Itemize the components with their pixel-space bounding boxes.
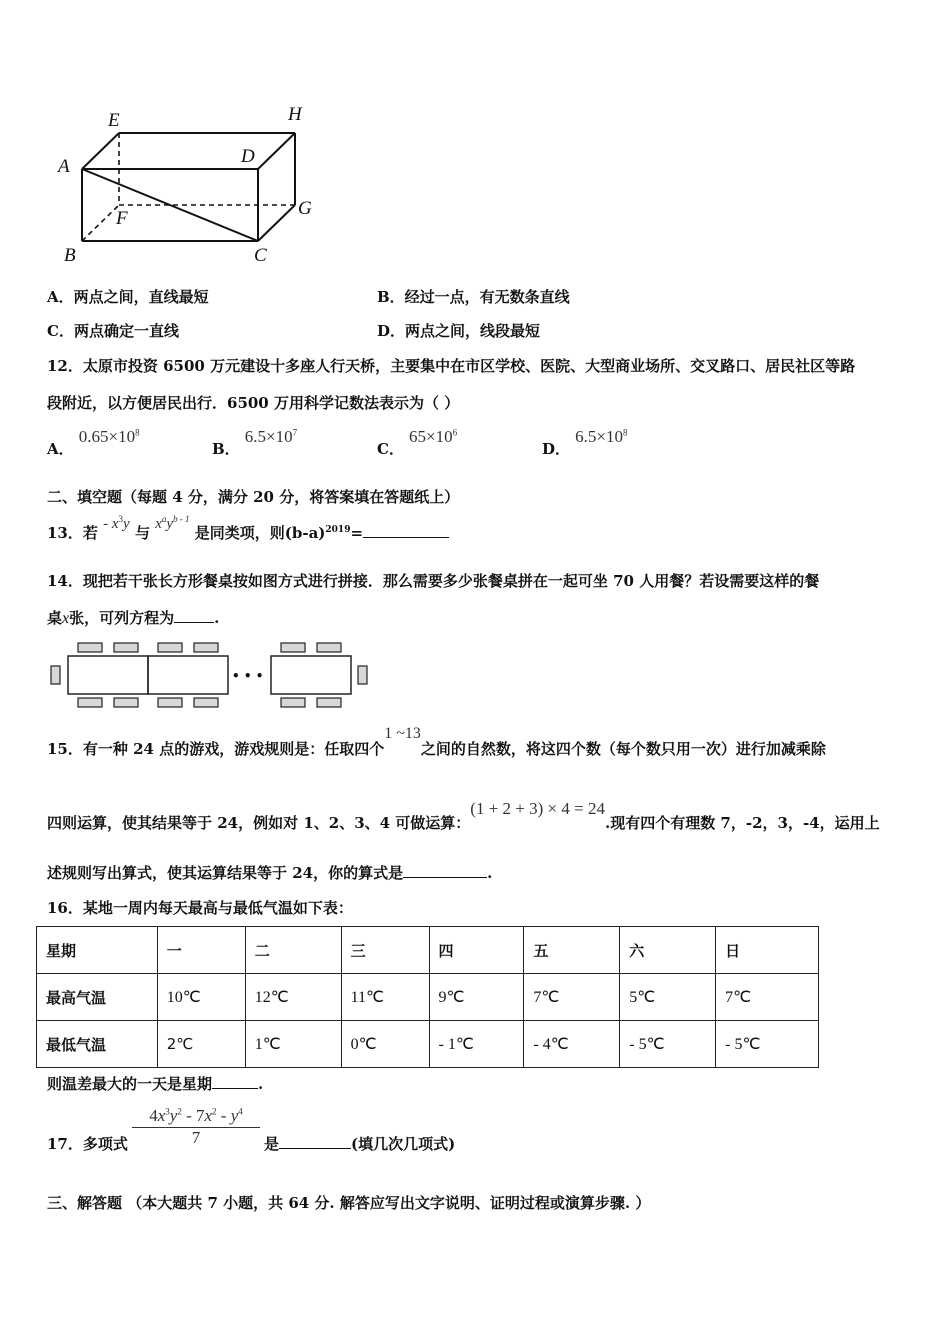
option-letter: C．: [377, 440, 404, 458]
q13-suffix: 是同类项，则(b-a): [194, 524, 326, 542]
q13-var: y: [166, 516, 174, 532]
q15-line1: [47, 722, 826, 758]
q13-exp: b - 1: [173, 514, 190, 524]
q17-suffix: [264, 1133, 455, 1154]
q15-text: 之间的自然数，将这四个数（每个数只用一次）进行加减乘除: [420, 740, 826, 758]
temperature-table: [36, 926, 819, 1068]
q13-prefix: 13．若: [47, 524, 98, 542]
num-part: - 7: [181, 1106, 205, 1125]
table-cell: - 1℃: [429, 1021, 524, 1068]
q12-option-b: [212, 426, 298, 458]
q13-var: x: [111, 516, 119, 532]
q13-power: 2019: [325, 525, 351, 535]
table-header-cell: 五: [524, 927, 620, 974]
option-letter: B．: [212, 440, 240, 458]
q14-text: 桌: [47, 609, 63, 627]
section3-heading: 三、解答题 （本大题共 7 小题，共 64 分. 解答应写出文字说明、证明过程或演算步骤. ）: [47, 1194, 651, 1212]
num-exp: 3: [165, 1106, 170, 1117]
q15-range: 1 ~13: [384, 725, 421, 742]
option-exp: 8: [622, 427, 628, 438]
table-row-low: [37, 1021, 819, 1068]
table-cell: 9℃: [429, 974, 524, 1021]
q12-option-c: [377, 426, 458, 458]
row-label: 最高气温: [37, 974, 158, 1021]
table-cell: 2℃: [157, 1021, 245, 1068]
table-cell: 10℃: [157, 974, 245, 1021]
table-header-cell: 一: [157, 927, 245, 974]
q13-conj: 与: [134, 524, 150, 542]
answer-blank[interactable]: [212, 1074, 258, 1089]
q15-text: 15．有一种 24 点的游戏，游戏规则是：任取四个: [47, 740, 385, 758]
option-times: ×10: [266, 427, 293, 446]
num-exp: 4: [238, 1106, 243, 1117]
cuboid-figure: [50, 100, 330, 270]
option-mantissa: 6.5: [244, 427, 267, 446]
num-part: 4: [149, 1106, 158, 1125]
q16-outro: [47, 1073, 263, 1094]
table-header-cell: 四: [429, 927, 524, 974]
answer-blank[interactable]: [174, 608, 214, 623]
q13-var: x: [155, 516, 162, 532]
q12-option-a: [47, 426, 140, 458]
option-exp: 6: [452, 427, 458, 438]
option-letter: A．: [47, 440, 74, 458]
table-cell: - 5℃: [716, 1021, 819, 1068]
table-cell: - 4℃: [524, 1021, 620, 1068]
vertex-label: B: [64, 245, 76, 266]
table-cell: 0℃: [341, 1021, 429, 1068]
table-header-cell: 日: [716, 927, 819, 974]
q16-text: 则温差最大的一天是星期: [47, 1075, 213, 1093]
answer-blank[interactable]: [403, 863, 487, 878]
vertex-label: G: [298, 198, 312, 219]
option-mantissa: 0.65: [78, 427, 109, 446]
q11-option-c: C．两点确定一直线: [47, 322, 179, 340]
table-cell: 7℃: [524, 974, 620, 1021]
table-cell: 1℃: [245, 1021, 341, 1068]
q17-text: 是: [264, 1135, 280, 1153]
q12-option-d: [542, 426, 628, 458]
row-label: 最低气温: [37, 1021, 158, 1068]
q14-line2: [47, 607, 219, 628]
q15-expr: (1 + 2 + 3) × 4 = 24: [470, 799, 605, 818]
q14-var: x: [62, 610, 70, 627]
q15-line3: [47, 862, 492, 883]
answer-blank[interactable]: [279, 1134, 351, 1149]
q11-option-a: A．两点之间，直线最短: [47, 288, 209, 306]
table-cell: - 5℃: [620, 1021, 716, 1068]
num-var: x: [157, 1106, 166, 1125]
q14-line1: 14．现把若干张长方形餐桌按如图方式进行拼接．那么需要多少张餐桌拼在一起可坐 70 人用餐？若设需要这样的餐: [47, 572, 820, 590]
vertex-label: C: [254, 245, 267, 266]
q16-text: .: [258, 1075, 264, 1093]
table-row-high: [37, 974, 819, 1021]
option-times: ×10: [426, 427, 453, 446]
option-exp: 7: [292, 427, 298, 438]
table-header-row: [37, 927, 819, 974]
q12-line1: 12．太原市投资 6500 万元建设十多座人行天桥，主要集中在市区学校、医院、大型商业场所、交叉路口、居民社区等路: [47, 357, 856, 375]
q11-option-d: D．两点之间，线段最短: [377, 322, 541, 340]
table-header-cell: 三: [341, 927, 429, 974]
fraction-denominator: 7: [191, 1128, 201, 1147]
option-times: ×10: [108, 427, 136, 446]
vertex-label: H: [288, 104, 302, 125]
q13-eq: =: [350, 524, 364, 542]
q17-prefix: 17．多项式: [47, 1135, 128, 1153]
q16-intro: 16．某地一周内每天最高与最低气温如下表：: [47, 899, 353, 917]
section2-heading: 二、填空题（每题 4 分，满分 20 分，将答案填在答题纸上）: [47, 488, 460, 506]
q13-sign: -: [103, 516, 109, 532]
num-var: x: [204, 1106, 213, 1125]
table-header-cell: 二: [245, 927, 341, 974]
vertex-label: D: [241, 146, 255, 167]
table-cell: 12℃: [245, 974, 341, 1021]
option-exp: 8: [135, 427, 140, 438]
table-cell: 7℃: [716, 974, 819, 1021]
option-letter: D．: [542, 440, 571, 458]
num-var: y: [230, 1106, 239, 1125]
answer-blank[interactable]: [363, 523, 449, 538]
vertex-label: A: [58, 156, 70, 177]
option-mantissa: 6.5: [575, 427, 597, 446]
fraction-numerator: [132, 1106, 260, 1126]
table-cell: 11℃: [341, 974, 429, 1021]
q15-text: .现有四个有理数 7，-2，3，-4，运用上: [604, 814, 880, 832]
num-part: -: [216, 1106, 231, 1125]
num-var: y: [169, 1106, 178, 1125]
q14-text: 张，可列方程为: [69, 609, 175, 627]
num-exp: 2: [177, 1106, 182, 1117]
q15-text: 述规则写出算式，使其运算结果等于 24，你的算式是: [47, 864, 404, 882]
q13-exp: 3: [118, 514, 124, 524]
vertex-label: F: [116, 208, 128, 229]
ellipsis-dots: • • •: [232, 669, 264, 683]
q15-line2: [47, 798, 880, 832]
q17-text: (填几次几项式): [351, 1135, 456, 1153]
option-times: ×10: [596, 427, 623, 446]
q15-text: 四则运算，使其结果等于 24，例如对 1、2、3、4 可做运算：: [47, 814, 471, 832]
q15-text: .: [487, 864, 493, 882]
tables-figure: [46, 636, 376, 716]
q11-option-b: B．经过一点，有无数条直线: [377, 288, 570, 306]
q14-text: .: [214, 609, 220, 627]
table-cell: 5℃: [620, 974, 716, 1021]
option-mantissa: 65: [409, 427, 427, 446]
vertex-label: E: [108, 110, 120, 131]
q17-fraction: [132, 1106, 260, 1148]
q13-var: y: [123, 516, 130, 532]
q13: [47, 512, 449, 542]
num-exp: 2: [212, 1106, 217, 1117]
q12-line2: 段附近，以方便居民出行．6500 万用科学记数法表示为（ ）: [47, 394, 460, 412]
table-header-cell: 六: [620, 927, 716, 974]
q13-exp: a: [161, 514, 167, 524]
table-header-cell: 星期: [37, 927, 158, 974]
